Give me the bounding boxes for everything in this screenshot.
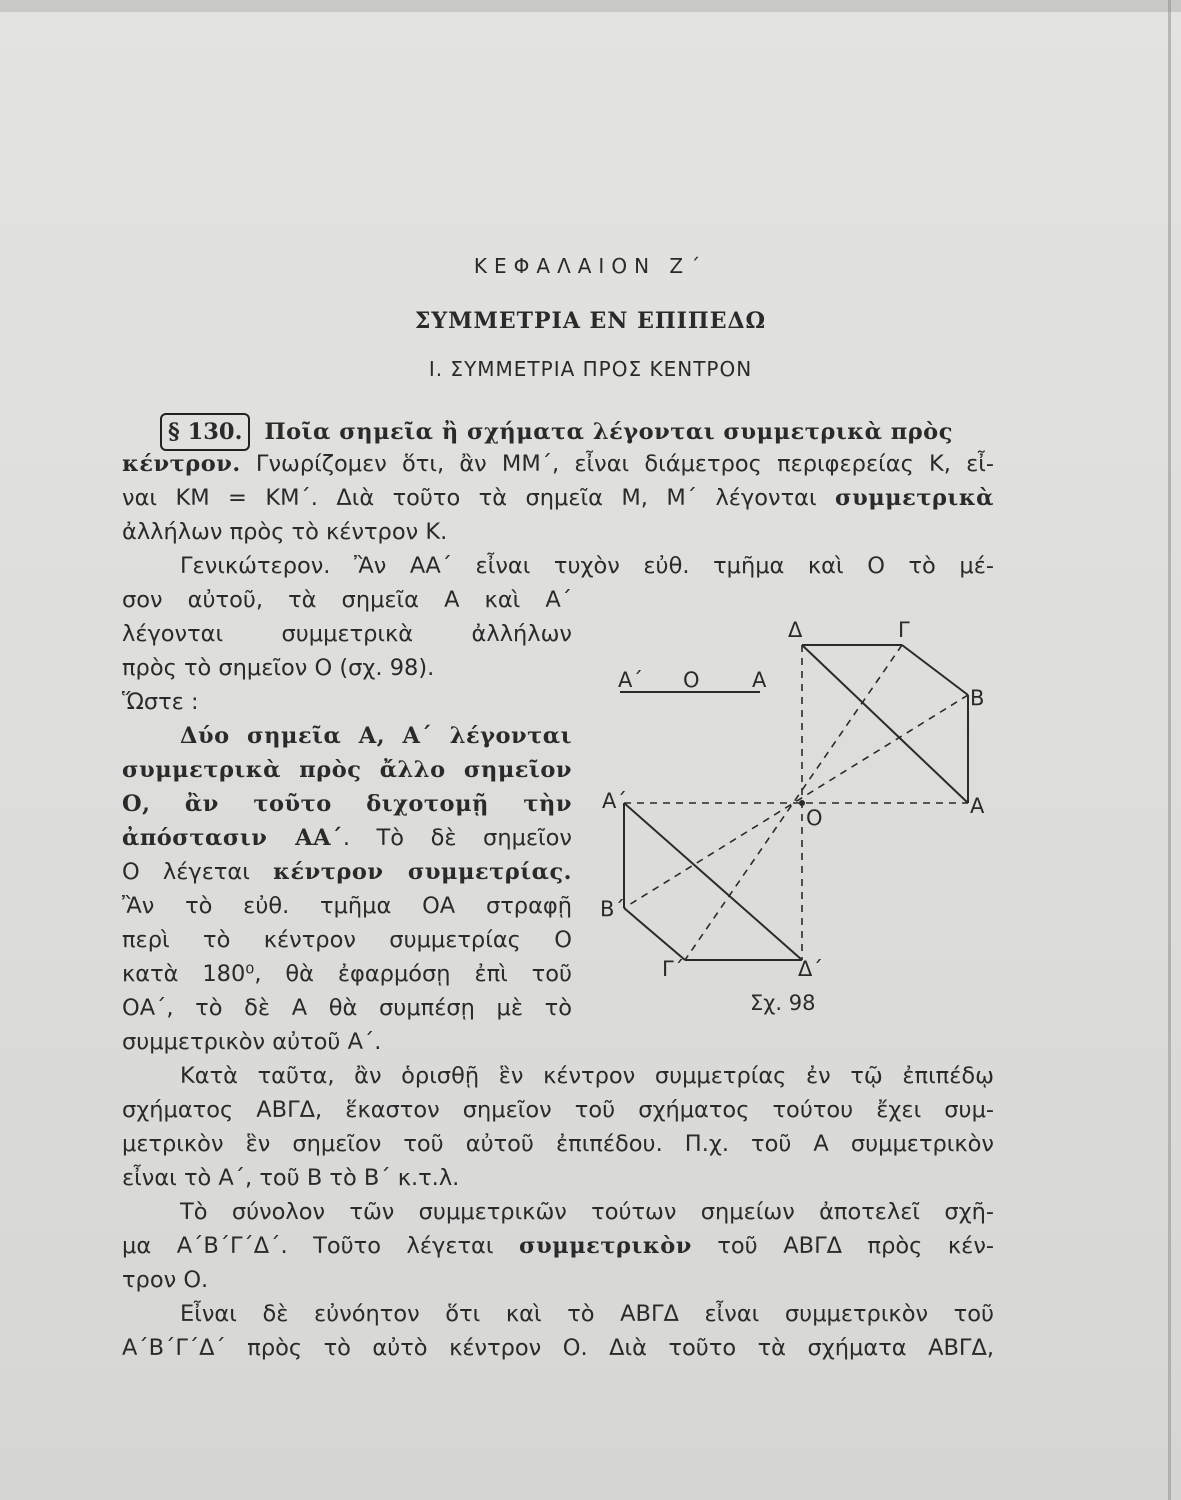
rotation-line1: Ἂν τὸ εὐθ. τμῆμα ΟΑ στραφῇ	[122, 893, 572, 919]
accordingly-line4: εἶναι τὸ Α΄, τοῦ Β τὸ Β΄ κ.τ.λ.	[122, 1165, 460, 1191]
label-g: Γ	[898, 618, 910, 642]
definition-line3: Ο, ἂν τοῦτο διχοτομῇ τὴν	[122, 791, 572, 817]
para130-line4: ἀλλήλων πρὸς τὸ κέντρον Κ.	[122, 519, 448, 545]
label-a: Α	[970, 794, 985, 818]
seg-label-o: Ο	[683, 668, 700, 692]
general-line3: λέγονται συμμετρικὰ ἀλλήλων	[122, 621, 572, 647]
dashed-bb1	[624, 695, 968, 908]
para130-title: Ποῖα σημεῖα ἢ σχήματα λέγονται συμμετρικὰ πρὸς	[264, 419, 953, 445]
edge-gb	[902, 645, 968, 695]
para130-line2: κέντρον. Γνωρίζομεν ὅτι, ἂν ΜΜ΄, εἶναι διάμετρος περιφερείας Κ, εἶ-	[122, 451, 994, 477]
edge-b1g1	[624, 908, 685, 960]
seg-label-a: Α	[752, 668, 767, 692]
definition-line4: ἀπόστασιν ΑΑ΄. Τὸ δὲ σημεῖον	[122, 825, 573, 851]
definition-line5: Ο λέγεται κέντρον συμμετρίας.	[122, 859, 572, 885]
set-line2: μα Α΄Β΄Γ΄Δ΄. Τοῦτο λέγεται συμμετρικὸν τοῦ ΑΒΓΔ πρὸς κέν-	[122, 1233, 995, 1259]
page-right-edge	[1168, 0, 1171, 1500]
obvious-line1: Εἶναι δὲ εὐνόητον ὅτι καὶ τὸ ΑΒΓΔ εἶναι συμμετρικὸν τοῦ	[180, 1301, 994, 1327]
rotation-line2: περὶ τὸ κέντρον συμμετρίας Ο	[122, 927, 572, 953]
section-heading: Ι. ΣΥΜΜΕΤΡΙΑ ΠΡΟΣ ΚΕΝΤΡΟΝ	[428, 357, 753, 381]
label-g-prime: Γ΄	[662, 957, 685, 981]
general-line1: Γενικώτερον. Ἂν ΑΑ΄ εἶναι τυχὸν εὐθ. τμῆμα καὶ Ο τὸ μέ-	[180, 553, 994, 579]
label-d: Δ	[788, 618, 803, 642]
rotation-line5: συμμετρικὸν αὐτοῦ Α΄.	[122, 1029, 382, 1055]
label-a-prime: Α΄	[602, 789, 627, 813]
chapter-heading: ΚΕΦΑΛΑΙΟΝ Ζ΄	[473, 254, 708, 278]
rotation-line3: κατὰ 180⁰, θὰ ἐφαρμόσῃ ἐπὶ τοῦ	[122, 961, 572, 987]
seg-label-a-prime: Α΄	[618, 668, 643, 692]
diag-a1d1	[624, 803, 802, 960]
definition-line2: συμμετρικὰ πρὸς ἄλλο σημεῖον	[122, 757, 572, 783]
accordingly-line3: μετρικὸν ἓν σημεῖον τοῦ αὐτοῦ ἐπιπέδου. Π.χ. τοῦ Α συμμετρικὸν	[122, 1131, 994, 1157]
general-line4: πρὸς τὸ σημεῖον Ο (σχ. 98).	[122, 655, 435, 681]
definition-line1: Δύο σημεῖα Α, Α΄ λέγονται	[180, 723, 572, 749]
label-o: Ο	[806, 806, 823, 830]
paragraph-number: § 130.	[160, 413, 250, 451]
label-d-prime: Δ΄	[798, 957, 823, 981]
obvious-line2: Α΄Β΄Γ΄Δ΄ πρὸς τὸ αὐτὸ κέντρον Ο. Διὰ τοῦτο τὰ σχήματα ΑΒΓΔ,	[122, 1335, 994, 1361]
label-b-prime: Β΄	[600, 897, 625, 921]
center-point	[799, 800, 805, 806]
para130-line3: ναι ΚΜ = ΚΜ΄. Διὰ τοῦτο τὰ σημεῖα Μ, Μ΄ λέγονται συμμετρικὰ	[122, 485, 994, 511]
set-line1: Τὸ σύνολον τῶν συμμετρικῶν τούτων σημείων ἀποτελεῖ σχῆ-	[180, 1199, 994, 1225]
accordingly-line2: σχήματος ΑΒΓΔ, ἕκαστον σημεῖον τοῦ σχήματος τούτου ἔχει συμ-	[122, 1097, 994, 1123]
general-line2: σον αὐτοῦ, τὰ σημεῖα Α καὶ Α΄	[122, 587, 572, 613]
set-line3: τρον Ο.	[122, 1267, 209, 1293]
accordingly-line1: Κατὰ ταῦτα, ἂν ὁρισθῇ ἓν κέντρον συμμετρίας ἐν τῷ ἐπιπέδῳ	[180, 1063, 994, 1089]
rotation-line4: ΟΑ΄, τὸ δὲ Α θὰ συμπέσῃ μὲ τὸ	[122, 995, 572, 1021]
para130-line1	[122, 413, 994, 451]
chapter-title: ΣΥΜΜΕΤΡΙΑ ΕΝ ΕΠΙΠΕΔΩ	[414, 308, 767, 334]
general-line5: Ὥστε :	[122, 689, 199, 715]
label-b: Β	[970, 686, 985, 710]
page-top-edge	[0, 0, 1181, 12]
figure-caption: Σχ. 98	[750, 991, 816, 1015]
figure-98	[580, 610, 1000, 1030]
